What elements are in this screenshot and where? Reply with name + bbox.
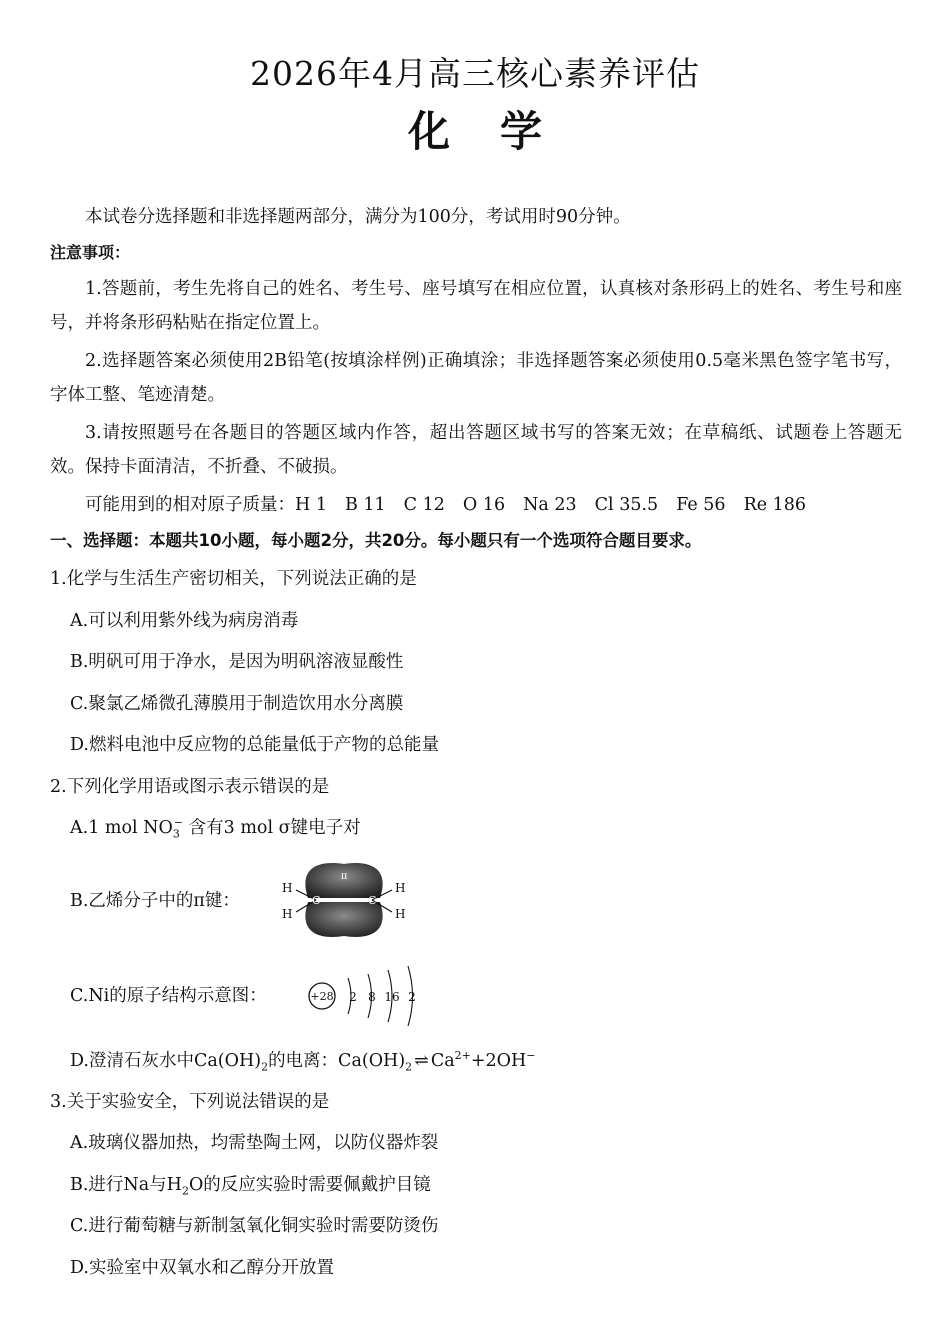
atomic-mass-line: [50, 488, 902, 522]
atomic-mass-c: C 12: [403, 495, 445, 515]
atomic-mass-na: Na 23: [523, 495, 577, 515]
shell-3-count: 16: [384, 990, 400, 1004]
q2d-sup1: 2+: [454, 1049, 471, 1063]
hydrogen-label-1: H: [282, 881, 293, 895]
subject-title: 化学: [407, 107, 592, 156]
q2d-sub1: 2: [261, 1060, 269, 1074]
notice-item-2: 2.选择题答案必须使用2B铅笔(按填涂样例)正确填涂；非选择题答案必须使用0.5毫米黑色签字笔书写，字体工整、笔迹清楚。: [50, 351, 902, 405]
q3b-sub: 2: [181, 1184, 189, 1198]
carbon-left-label: C: [312, 894, 321, 907]
hydrogen-label-2: H: [282, 907, 293, 921]
atomic-mass-b: B 11: [344, 495, 386, 515]
nucleus-charge: +28: [310, 990, 334, 1003]
q2-option-b-text: B.乙烯分子中的π键：: [70, 891, 240, 911]
atomic-mass-cl: Cl 35.5: [594, 495, 659, 515]
intro-text: 本试卷分选择题和非选择题两部分，满分为100分，考试用时90分钟。: [85, 207, 631, 227]
q2d-sub2: 2: [405, 1060, 413, 1074]
pi-lobe-lower: [305, 902, 382, 937]
shell-4-count: 2: [408, 990, 416, 1004]
q3-option-b: [70, 1170, 431, 1200]
q1-option-a: A.可以利用紫外线为病房消毒: [70, 611, 299, 631]
q2a-sup: −: [173, 816, 184, 830]
q2d-p4: +2OH: [470, 1051, 527, 1071]
q3-option-d: D.实验室中双氧水和乙醇分开放置: [70, 1258, 334, 1278]
q2d-p2: 的电离：Ca(OH): [268, 1051, 406, 1071]
q3b-pre: B.进行Na与H: [70, 1175, 182, 1195]
q2d-p3: Ca: [430, 1051, 455, 1071]
q3b-post: O的反应实验时需要佩戴护目镜: [188, 1175, 431, 1195]
q3-option-c: C.进行葡萄糖与新制氢氧化铜实验时需要防烫伤: [70, 1216, 439, 1236]
q2-option-c-text: C.Ni的原子结构示意图：: [70, 986, 267, 1006]
q1-option-d: D.燃料电池中反应物的总能量低于产物的总能量: [70, 735, 439, 755]
notice-heading: 注意事项：: [50, 243, 131, 262]
hydrogen-label-4: H: [395, 907, 406, 921]
q2d-sup2: −: [526, 1049, 536, 1063]
q2a-pre: A.1 mol NO: [70, 818, 173, 838]
atomic-mass-h: H 1: [295, 495, 327, 515]
shell-2-count: 8: [368, 990, 376, 1004]
q1-option-c: C.聚氯乙烯微孔薄膜用于制造饮用水分离膜: [70, 694, 404, 714]
q2a-post: 含有3 mol σ键电子对: [183, 818, 361, 838]
hydrogen-label-3: H: [395, 881, 406, 895]
q3-option-a: A.玻璃仪器加热，均需垫陶土网，以防仪器炸裂: [70, 1133, 439, 1153]
section-1-heading: 一、选择题：本题共10小题，每小题2分，共20分。每小题只有一个选项符合题目要求。: [50, 531, 702, 550]
pi-label: π: [340, 871, 348, 882]
q1-stem: 1.化学与生活生产密切相关，下列说法正确的是: [50, 569, 417, 589]
atomic-mass-re: Re 186: [743, 495, 807, 515]
q1-option-b: B.明矾可用于净水，是因为明矾溶液显酸性: [70, 652, 404, 672]
atomic-mass-label: 可能用到的相对原子质量：: [85, 495, 295, 515]
notice-item-1: 1.答题前，考生先将自己的姓名、考生号、座号填写在相应位置，认真核对条形码上的姓名、考生号和座号，并将条形码粘贴在指定位置上。: [50, 279, 902, 333]
ethylene-pi-bond-figure: [278, 858, 410, 942]
exam-title: 2026年4月高三核心素养评估: [250, 54, 700, 93]
ni-atomic-structure-figure: [306, 962, 422, 1030]
q2-stem: 2.下列化学用语或图示表示错误的是: [50, 777, 330, 797]
equilibrium-arrow: ⇌: [414, 1051, 429, 1071]
notice-item-3: 3.请按照题号在各题目的答题区域内作答，超出答题区域书写的答案无效；在草稿纸、试题卷上答题无效。保持卡面清洁，不折叠、不破损。: [50, 423, 902, 477]
q3-stem: 3.关于实验安全，下列说法错误的是: [50, 1092, 330, 1112]
q2-option-d: [70, 1046, 536, 1076]
q2-option-a: [70, 813, 361, 843]
shell-1-count: 2: [349, 990, 357, 1004]
atomic-mass-o: O 16: [462, 495, 506, 515]
carbon-right-label: C: [368, 894, 377, 907]
q2a-sub: 3: [172, 827, 180, 841]
atomic-mass-fe: Fe 56: [676, 495, 726, 515]
q2d-p1: D.澄清石灰水中Ca(OH): [70, 1051, 262, 1071]
